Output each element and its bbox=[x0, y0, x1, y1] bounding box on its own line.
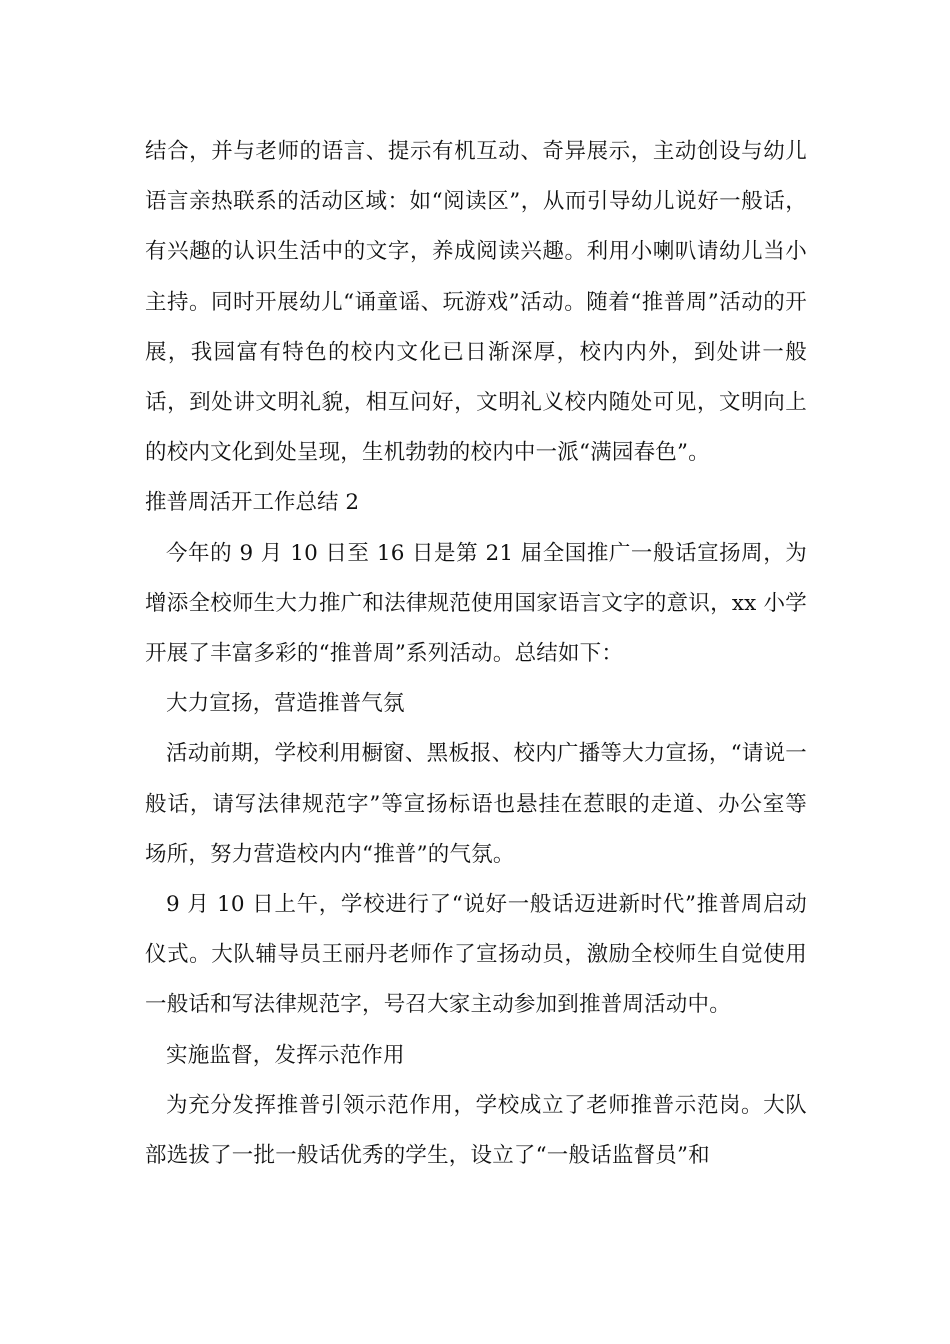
body-paragraph: 活动前期，学校利用橱窗、黑板报、校内广播等大力宣扬，“请说一般话，请写法律规范字”等宣扬标语也悬挂在惹眼的走道、办公室等场所，努力营造校内内“推普”的气氛。 bbox=[145, 741, 807, 867]
body-paragraph: 9 月 10 日上午，学校进行了“说好一般话迈进新时代”推普周启动仪式。大队辅导员王丽丹老师作了宣扬动员，激励全校师生自觉使用一般话和写法律规范字，号召大家主动参加到推普周活动中。 bbox=[145, 892, 808, 1018]
subheading: 大力宣扬，营造推普气氛 bbox=[166, 691, 405, 717]
subheading: 实施监督，发挥示范作用 bbox=[166, 1042, 405, 1068]
body-paragraph: 结合，并与老师的语言、提示有机互动、奇异展示，主动创设与幼儿语言亲热联系的活动区域：如“阅读区”，从而引导幼儿说好一般话，有兴趣的认识生活中的文字，养成阅读兴趣。利用小喇叭请幼儿当小主持。同时开展幼儿“诵童谣、玩游戏”活动。随着“推普周”活动的开展，我园富有特色的校内文化已日渐深厚，校内内外，到处讲一般话，到处讲文明礼貌，相互问好，文明礼义校内随处可见，文明向上的校内文化到处呈现，生机勃勃的校内中一派“满园春色”。 bbox=[145, 139, 807, 466]
section-heading: 推普周活开工作总结 2 bbox=[145, 490, 360, 516]
body-paragraph: 为充分发挥推普引领示范作用，学校成立了老师推普示范岗。大队部选拔了一批一般话优秀的学生，设立了“一般话监督员”和 bbox=[145, 1092, 807, 1169]
document-page bbox=[145, 127, 807, 1181]
body-paragraph: 今年的 9 月 10 日至 16 日是第 21 届全国推广一般话宣扬周，为增添全校师生大力推广和法律规范使用国家语言文字的意识，xx 小学开展了丰富多彩的“推普周”系列活动。总结如下： bbox=[145, 540, 807, 667]
